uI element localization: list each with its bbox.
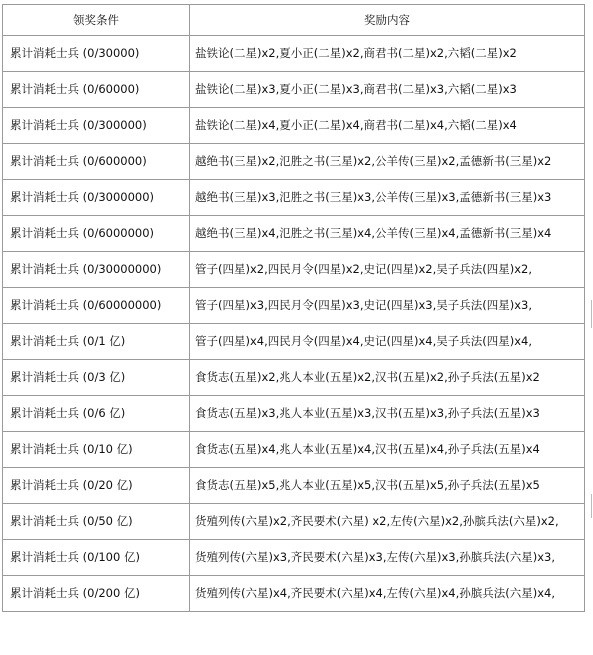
reward-cell: 货殖列传(六星)x3,齐民要术(六星)x3,左传(六星)x3,孙膑兵法(六星)x3, [190, 540, 585, 576]
table-row [3, 432, 585, 468]
table-row [3, 540, 585, 576]
condition-cell: 累计消耗士兵 (0/200 亿) [3, 576, 190, 612]
condition-cell: 累计消耗士兵 (0/300000) [3, 108, 190, 144]
header-reward: 奖励内容 [190, 5, 585, 36]
table-row [3, 180, 585, 216]
reward-cell: 食货志(五星)x2,兆人本业(五星)x2,汉书(五星)x2,孙子兵法(五星)x2 [190, 360, 585, 396]
reward-cell: 越绝书(三星)x3,氾胜之书(三星)x3,公羊传(三星)x3,孟德新书(三星)x3 [190, 180, 585, 216]
table-row [3, 216, 585, 252]
reward-cell: 食货志(五星)x5,兆人本业(五星)x5,汉书(五星)x5,孙子兵法(五星)x5 [190, 468, 585, 504]
reward-table-container [2, 4, 585, 612]
reward-cell: 越绝书(三星)x4,氾胜之书(三星)x4,公羊传(三星)x4,孟德新书(三星)x4 [190, 216, 585, 252]
table-row [3, 504, 585, 540]
condition-cell: 累计消耗士兵 (0/30000000) [3, 252, 190, 288]
reward-cell: 越绝书(三星)x2,氾胜之书(三星)x2,公羊传(三星)x2,孟德新书(三星)x2 [190, 144, 585, 180]
table-row [3, 576, 585, 612]
condition-cell: 累计消耗士兵 (0/60000000) [3, 288, 190, 324]
reward-table [2, 4, 585, 612]
table-row [3, 72, 585, 108]
scroll-edge-mark [591, 300, 592, 328]
condition-cell: 累计消耗士兵 (0/6 亿) [3, 396, 190, 432]
condition-cell: 累计消耗士兵 (0/1 亿) [3, 324, 190, 360]
reward-cell: 货殖列传(六星)x4,齐民要术(六星)x4,左传(六星)x4,孙膑兵法(六星)x4, [190, 576, 585, 612]
condition-cell: 累计消耗士兵 (0/100 亿) [3, 540, 190, 576]
table-row [3, 396, 585, 432]
table-row [3, 360, 585, 396]
table-row [3, 108, 585, 144]
condition-cell: 累计消耗士兵 (0/20 亿) [3, 468, 190, 504]
condition-cell: 累计消耗士兵 (0/50 亿) [3, 504, 190, 540]
table-row [3, 288, 585, 324]
condition-cell: 累计消耗士兵 (0/3000000) [3, 180, 190, 216]
reward-cell: 管子(四星)x4,四民月令(四星)x4,史记(四星)x4,吴子兵法(四星)x4, [190, 324, 585, 360]
condition-cell: 累计消耗士兵 (0/10 亿) [3, 432, 190, 468]
table-row [3, 252, 585, 288]
reward-cell: 盐铁论(二星)x2,夏小正(二星)x2,商君书(二星)x2,六韬(二星)x2 [190, 36, 585, 72]
reward-cell: 货殖列传(六星)x2,齐民要术(六星) x2,左传(六星)x2,孙膑兵法(六星)x2, [190, 504, 585, 540]
table-header-row [3, 5, 585, 36]
table-row [3, 144, 585, 180]
condition-cell: 累计消耗士兵 (0/60000) [3, 72, 190, 108]
reward-cell: 盐铁论(二星)x3,夏小正(二星)x3,商君书(二星)x3,六韬(二星)x3 [190, 72, 585, 108]
reward-cell: 食货志(五星)x4,兆人本业(五星)x4,汉书(五星)x4,孙子兵法(五星)x4 [190, 432, 585, 468]
table-row [3, 468, 585, 504]
scroll-edge-mark [591, 494, 592, 518]
condition-cell: 累计消耗士兵 (0/3 亿) [3, 360, 190, 396]
condition-cell: 累计消耗士兵 (0/30000) [3, 36, 190, 72]
reward-cell: 管子(四星)x2,四民月令(四星)x2,史记(四星)x2,吴子兵法(四星)x2, [190, 252, 585, 288]
reward-cell: 盐铁论(二星)x4,夏小正(二星)x4,商君书(二星)x4,六韬(二星)x4 [190, 108, 585, 144]
header-condition: 领奖条件 [3, 5, 190, 36]
table-row [3, 324, 585, 360]
reward-cell: 管子(四星)x3,四民月令(四星)x3,史记(四星)x3,吴子兵法(四星)x3, [190, 288, 585, 324]
table-row [3, 36, 585, 72]
condition-cell: 累计消耗士兵 (0/6000000) [3, 216, 190, 252]
condition-cell: 累计消耗士兵 (0/600000) [3, 144, 190, 180]
reward-cell: 食货志(五星)x3,兆人本业(五星)x3,汉书(五星)x3,孙子兵法(五星)x3 [190, 396, 585, 432]
